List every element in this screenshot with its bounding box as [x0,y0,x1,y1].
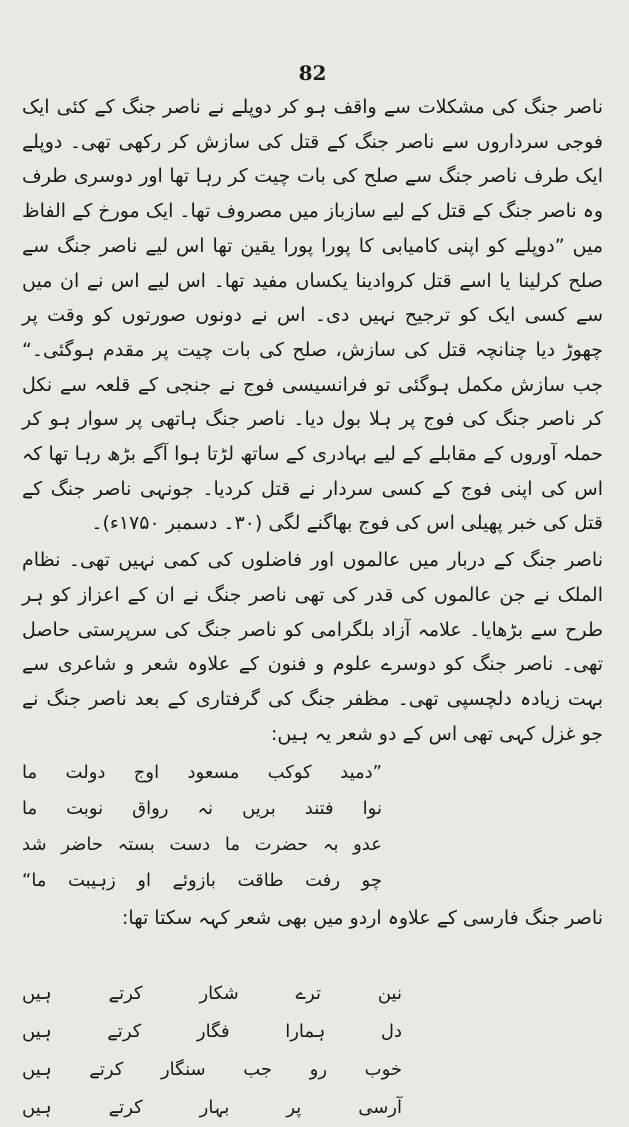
verse-line: ”دمید کوکب مسعود اوج دولت ما [22,762,382,784]
verse-line: نوا فتند بریں نہ رواق نوبت ما [22,798,382,820]
verse-line: دل ہمارا فگار کرتے ہیں [22,1021,402,1043]
page-number: 82 [298,61,327,85]
urdu-intro: ناصر جنگ فارسی کے علاوہ اردو میں بھی شعر کہہ سکتا تھا: [122,907,603,930]
persian-verse [22,755,382,899]
paragraph-2: ناصر جنگ کے دربار میں عالموں اور فاضلوں کی کمی نہیں تھی۔ نظام الملک نے جن عالموں کی قدر کی تھی ناصر جنگ نے ان کے اعزاز کو ہر طرح سے بڑھایا۔ علامہ آزاد بلگرامی کو ناصر جنگ کی سرپرستی حاصل تھی۔ ناصر جنگ کو دوسرے علوم و فنون کے علاوہ شعر و شاعری سے بہت زیادہ دلچسپی تھی۔ مظفر جنگ کی گرفتاری کے بعد ناصر جنگ نے جو غزل کہی تھی اس کے دو شعر یہ ہیں: [22,549,603,745]
verse-line: عدو بہ حضرت ما دست بستہ حاضر شد [22,834,382,856]
body-text [22,90,603,751]
verse-line: نین ترے شکار کرتے ہیں [22,983,402,1005]
verse-line: آرسی پر بہار کرتے ہیں [22,1097,402,1119]
paragraph-1: ناصر جنگ کی مشکلات سے واقف ہو کر دوپلے نے ناصر جنگ کے کئی ایک فوجی سرداروں سے ناصر جنگ کے قتل کی سازش کر رکھی تھی۔ دوپلے ایک طرف ناصر جنگ سے صلح کی بات چیت کر رہا تھا اور دوسری طرف وہ ناصر جنگ کے قتل کے لیے سازباز میں مصروف تھا۔ ایک مورخ کے الفاظ میں ”دوپلے کو اپنی کامیابی کا پورا پورا یقین تھا اس لیے ناصر جنگ سے صلح کرلینا یا اسے قتل کروادینا یکساں مفید تھا۔ اس لیے اس نے ان میں سے کسی ایک کو ترجیح نہیں دی۔ اس نے دونوں صورتوں کو وقت پر چھوڑ دیا چنانچہ قتل کی سازش، صلح کی بات چیت پر مقدم ہوگئی۔“ جب سازش مکمل ہوگئی تو فرانسیسی فوج نے جنجی کے قلعہ سے نکل کر ناصر جنگ کی فوج پر ہلا بول دیا۔ ناصر جنگ ہاتھی پر سوار ہو کر حملہ آوروں کے مقابلے کے لیے بہادری کے ساتھ لڑتا ہوا آگے بڑھ رہا تھا کہ اس کی اپنی فوج کے کسی سردار نے قتل کردیا۔ جونہی ناصر جنگ کے قتل کی خبر پھیلی اس کی فوج بھاگنے لگی (۳۰۔ دسمبر ۱۷۵۰ء)۔ [22,96,603,535]
urdu-verse [22,975,402,1127]
verse-line: خوب رو جب سنگار کرتے ہیں [22,1059,402,1081]
verse-line: چو رفت طاقت بازوئے او زہیبت ما“ [22,870,382,892]
